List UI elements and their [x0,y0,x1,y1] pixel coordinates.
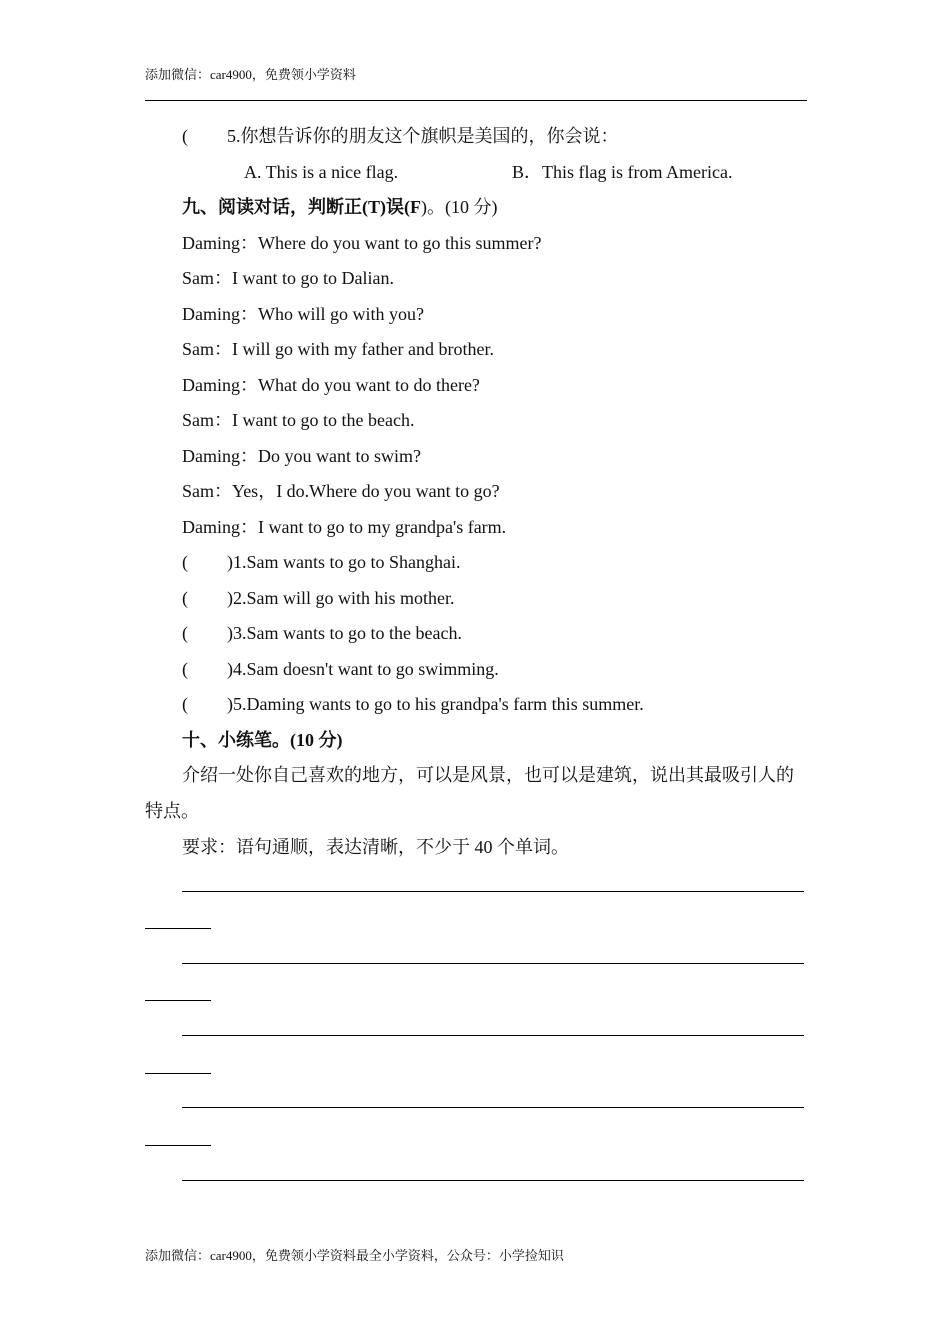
answer-paren[interactable]: ( [182,659,188,679]
dialogue-line: Sam：Yes，I do.Where do you want to go? [182,481,500,501]
q8-item5-text: 5.你想告诉你的朋友这个旗帜是美国的，你会说： [227,126,619,146]
section10-title: 十、小练笔。(10 分) [182,730,343,750]
section10-requirement: 要求：语句通顺，表达清晰，不少于 40 个单词。 [182,837,569,857]
dialogue-line: Daming：Who will go with you? [182,304,424,324]
dialogue-line: Sam：I want to go to Dalian. [182,268,394,288]
tf-item-1: ( )1.Sam wants to go to Shanghai. [182,552,461,572]
answer-paren[interactable]: ( [182,552,188,572]
writing-line[interactable] [182,1107,804,1108]
answer-paren[interactable]: ( [182,588,188,608]
writing-line[interactable] [182,891,804,892]
section9-title: 九、阅读对话，判断正(T)误(F)。(10 分) [182,197,498,217]
answer-paren[interactable]: ( [182,126,188,146]
answer-paren[interactable]: ( [182,623,188,643]
header-divider [145,100,807,101]
writing-line-end[interactable] [145,928,211,929]
writing-line[interactable] [182,1035,804,1036]
dialogue-line: Sam：I will go with my father and brother. [182,339,494,359]
option-b: B．This flag is from America. [512,162,733,182]
dialogue-line: Sam：I want to go to the beach. [182,410,415,430]
section10-prompt: 介绍一处你自己喜欢的地方，可以是风景，也可以是建筑，说出其最吸引人的特点。 [145,765,794,821]
option-a: A. This is a nice flag. [244,162,399,182]
dialogue-line: Daming：Do you want to swim? [182,446,421,466]
header-note: 添加微信：car4900，免费领小学资料 [145,67,356,82]
writing-line[interactable] [182,1180,804,1181]
footer-note: 添加微信：car4900，免费领小学资料最全小学资料，公众号：小学捡知识 [145,1248,564,1263]
q8-item5 [182,124,619,148]
dialogue-line: Daming：Where do you want to go this summer? [182,233,542,253]
dialogue-line: Daming：What do you want to do there? [182,375,480,395]
dialogue-line: Daming：I want to go to my grandpa's farm. [182,517,507,537]
tf-item-5: ( )5.Daming wants to go to his grandpa's farm this summer. [182,694,644,714]
tf-item-2: ( )2.Sam will go with his mother. [182,588,455,608]
writing-line[interactable] [182,963,804,964]
answer-paren[interactable]: ( [182,694,188,714]
tf-item-3: ( )3.Sam wants to go to the beach. [182,623,462,643]
writing-line-end[interactable] [145,1000,211,1001]
tf-item-4: ( )4.Sam doesn't want to go swimming. [182,659,499,679]
q8-item5-options [0,160,950,184]
writing-line-end[interactable] [145,1145,211,1146]
writing-line-end[interactable] [145,1073,211,1074]
